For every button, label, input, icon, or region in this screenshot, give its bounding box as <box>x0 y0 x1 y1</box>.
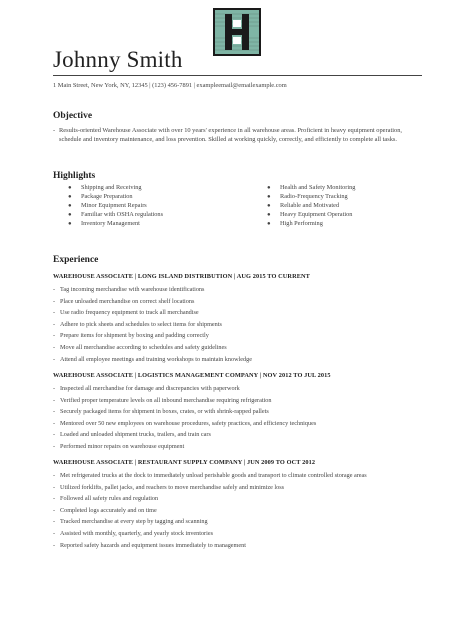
list-item <box>66 202 163 211</box>
highlights-right-list <box>265 184 355 228</box>
duty-text: Tracked merchandise at every step by tagging and scanning <box>60 518 208 526</box>
highlight-text: Heavy Equipment Operation <box>280 210 353 218</box>
highlight-text: Health and Safety Monitoring <box>280 184 356 191</box>
list-item: - Met refrigerated trucks at the dock to immediately unload perishable goods and transport to climate controlled storage areas <box>53 472 367 479</box>
list-item: - Tag incoming merchandise with warehouse identifications <box>53 286 205 293</box>
duty-text: Attend all employee meetings and training workshops to maintain knowledge <box>60 355 252 363</box>
duty-text: Verified proper temperature levels on all inbound merchandise requiring refrigeration <box>60 396 272 404</box>
duty-text: Inspected all merchandise for damage and discrepancies with paperwork <box>60 385 240 392</box>
list-item <box>265 184 355 193</box>
list-item: - Prepare items for shipment by boxing and padding correctly <box>53 332 209 340</box>
list-item: - Mentored over 50 new employees on warehouse procedures, safety practices, and efficiency techniques <box>53 419 317 427</box>
bullet-icon: ● <box>68 202 72 209</box>
header-divider <box>53 75 422 76</box>
list-item <box>265 202 355 211</box>
bullet-icon: ● <box>68 211 72 218</box>
experience-heading: Experience <box>53 255 99 265</box>
list-item: - Followed all safety rules and regulation <box>53 495 159 503</box>
duty-text: Loaded and unloaded shipment trucks, trailers, and train cars <box>60 431 211 439</box>
bullet-icon: ● <box>68 220 72 227</box>
highlight-text: Package Preparation <box>81 192 133 200</box>
list-item: - Utilized forklifts, pallet jacks, and reachers to move merchandise safely and minimize loss <box>53 483 285 491</box>
list-item: - Securely packaged items for shipment in boxes, crates, or with shrink-rapped pallets <box>53 408 269 416</box>
list-item <box>265 211 355 220</box>
list-item <box>265 193 355 202</box>
objective-heading: Objective <box>53 111 93 121</box>
list-item: - Move all merchandise according to schedules and safety guidelines <box>53 343 227 351</box>
list-item <box>66 220 163 229</box>
duty-text: Followed all safety rules and regulation <box>60 495 159 503</box>
list-item: - Attend all employee meetings and training workshops to maintain knowledge <box>53 355 252 363</box>
duty-text: Mentored over 50 new employees on warehouse procedures, safety practices, and efficiency techniques <box>60 419 317 427</box>
bullet-icon: ● <box>68 193 72 200</box>
list-item: - Loaded and unloaded shipment trucks, trailers, and train cars <box>53 431 211 439</box>
list-item <box>66 211 163 220</box>
duty-text: Place unloaded merchandise on correct shelf locations <box>60 297 195 305</box>
bullet-icon: ● <box>68 185 72 191</box>
list-item: - Inspected all merchandise for damage and discrepancies with paperwork <box>53 385 240 392</box>
objective-text: Results-oriented Warehouse Associate with over 10 years' experience in all warehouse areas. Proficient in heavy equipment operation, schedule and inventory maintenance, and loss prevention. Skilled at working quickly, correctly, and efficiently to complete all tasks. <box>59 127 403 144</box>
duty-text: Met refrigerated trucks at the dock to immediately unload perishable goods and transport to climate controlled storage areas <box>60 472 367 479</box>
duty-text: Adhere to pick sheets and schedules to select items for shipments <box>60 320 222 328</box>
list-item: - Performed minor repairs on warehouse equipment <box>53 442 185 450</box>
duty-text: Prepare items for shipment by boxing and padding correctly <box>60 332 209 340</box>
job-duties-restaurant-supply <box>53 472 418 553</box>
highlight-text: Familiar with OSHA regulations <box>81 210 164 218</box>
job-duties-logistics <box>53 385 418 455</box>
highlight-text: Shipping and Receiving <box>81 184 142 191</box>
contact-info: 1 Main Street, New York, NY, 12345 | (123) 456-7891 | exampleemail@emailexample.com <box>53 82 287 89</box>
duty-text: Tag incoming merchandise with warehouse identifications <box>60 286 205 293</box>
list-item: - Adhere to pick sheets and schedules to select items for shipments <box>53 320 222 328</box>
duty-text: Move all merchandise according to schedules and safety guidelines <box>60 343 227 351</box>
bullet-icon: ● <box>267 220 271 227</box>
bullet-icon: ● <box>267 185 271 191</box>
job-duties-long-island <box>53 286 418 367</box>
list-item: - Use radio frequency equipment to track all merchandise <box>53 309 199 317</box>
duty-text: Completed logs accurately and on time <box>60 506 157 514</box>
highlight-text: High Performing <box>280 219 323 227</box>
duty-text: Reported safety hazards and equipment issues immediately to management <box>60 541 246 549</box>
monogram-logo-icon <box>213 8 261 56</box>
highlight-text: Radio-Frequency Tracking <box>280 192 348 200</box>
objective-text-block <box>53 126 418 145</box>
bullet-icon: ● <box>267 193 271 200</box>
highlight-text: Minor Equipment Repairs <box>81 201 147 209</box>
dash-marker: - <box>53 127 56 134</box>
list-item <box>66 193 163 202</box>
duty-text: Utilized forklifts, pallet jacks, and reachers to move merchandise safely and minimize loss <box>60 483 285 491</box>
bullet-icon: ● <box>267 211 271 218</box>
bullet-icon: ● <box>267 202 271 209</box>
highlight-text: Inventory Management <box>81 219 140 227</box>
list-item: - Place unloaded merchandise on correct shelf locations <box>53 297 195 305</box>
highlight-text: Reliable and Motivated <box>280 201 340 209</box>
list-item: - Tracked merchandise at every step by tagging and scanning <box>53 518 208 526</box>
highlights-left-list <box>66 184 163 228</box>
duty-text: Securely packaged items for shipment in boxes, crates, or with shrink-rapped pallets <box>60 408 269 416</box>
job-header-long-island: WAREHOUSE ASSOCIATE | LONG ISLAND DISTRIBUTION | AUG 2015 TO CURRENT <box>53 273 310 280</box>
list-item <box>265 220 355 229</box>
list-item: - Verified proper temperature levels on all inbound merchandise requiring refrigeration <box>53 396 272 404</box>
list-item: - Reported safety hazards and equipment issues immediately to management <box>53 541 246 549</box>
duty-text: Assisted with monthly, quarterly, and yearly stock inventories <box>60 529 213 537</box>
job-header-logistics: WAREHOUSE ASSOCIATE | LOGISTICS MANAGEMENT COMPANY | NOV 2012 TO JUL 2015 <box>53 372 331 379</box>
highlights-heading: Highlights <box>53 171 96 181</box>
duty-text: Use radio frequency equipment to track all merchandise <box>60 309 199 317</box>
job-header-restaurant-supply: WAREHOUSE ASSOCIATE | RESTAURANT SUPPLY COMPANY | JUN 2009 TO OCT 2012 <box>53 459 316 466</box>
list-item <box>66 184 163 193</box>
candidate-name: Johnny Smith <box>53 47 183 72</box>
list-item: - Assisted with monthly, quarterly, and yearly stock inventories <box>53 529 213 537</box>
duty-text: Performed minor repairs on warehouse equipment <box>60 442 185 450</box>
list-item: - Completed logs accurately and on time <box>53 506 157 514</box>
